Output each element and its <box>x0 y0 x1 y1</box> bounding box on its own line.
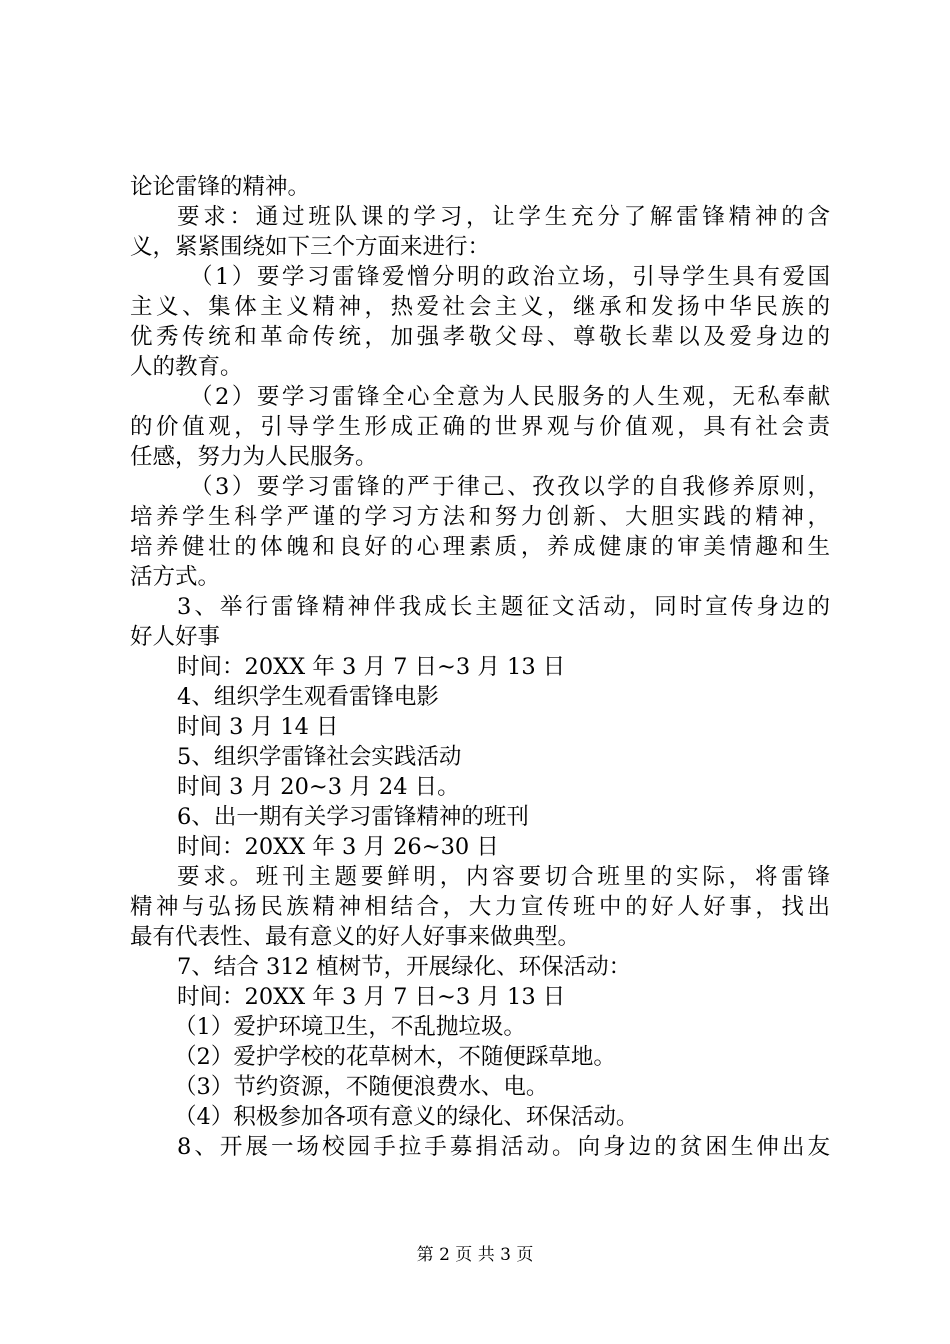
text-line: 主义、集体主义精神，热爱社会主义，继承和发扬中华民族的 <box>130 294 830 320</box>
text-line: 5、组织学雷锋社会实践活动 <box>177 744 462 770</box>
text-line: 义，紧紧围绕如下三个方面来进行： <box>130 234 491 260</box>
text-line: （3）节约资源，不随便浪费水、电。 <box>174 1074 549 1100</box>
text-line: （2）要学习雷锋全心全意为人民服务的人生观，无私奉献 <box>190 384 830 410</box>
text-line: 时间 3 月 20~3 月 24 日。 <box>177 774 460 800</box>
text-line: 论论雷锋的精神。 <box>130 174 311 200</box>
text-line: 8、开展一场校园手拉手募捐活动。向身边的贫困生伸出友 <box>177 1134 830 1160</box>
text-line: 时间：20XX 年 3 月 26~30 日 <box>177 834 499 860</box>
text-line: 培养学生科学严谨的学习方法和努力创新、大胆实践的精神， <box>130 504 830 530</box>
text-line: 好人好事 <box>130 624 221 650</box>
text-line: 优秀传统和革命传统，加强孝敬父母、尊敬长辈以及爱身边的 <box>130 324 830 350</box>
text-line: 人的教育。 <box>130 354 243 380</box>
text-line: 4、组织学生观看雷锋电影 <box>177 684 439 710</box>
text-line: 时间：20XX 年 3 月 7 日~3 月 13 日 <box>177 984 566 1010</box>
text-line: （1）要学习雷锋爱憎分明的政治立场，引导学生具有爱国 <box>190 264 830 290</box>
text-line: （2）爱护学校的花草树木，不随便踩草地。 <box>174 1044 616 1070</box>
text-line: 时间 3 月 14 日 <box>177 714 339 740</box>
text-line: 7、结合 312 植树节，开展绿化、环保活动： <box>177 954 632 980</box>
text-line: 培养健壮的体魄和良好的心理素质，养成健康的审美情趣和生 <box>130 534 830 560</box>
text-line: 要求。班刊主题要鲜明，内容要切合班里的实际，将雷锋 <box>177 864 830 890</box>
text-line: 3、举行雷锋精神伴我成长主题征文活动，同时宣传身边的 <box>177 594 830 620</box>
text-line: （3）要学习雷锋的严于律己、孜孜以学的自我修养原则， <box>190 474 830 500</box>
text-line: 精神与弘扬民族精神相结合，大力宣传班中的好人好事，找出 <box>130 894 830 920</box>
text-line: 任感，努力为人民服务。 <box>130 444 378 470</box>
text-line: 时间：20XX 年 3 月 7 日~3 月 13 日 <box>177 654 566 680</box>
text-line: 活方式。 <box>130 564 221 590</box>
text-line: 的价值观，引导学生形成正确的世界观与价值观，具有社会责 <box>130 414 830 440</box>
text-line: （1）爱护环境卫生，不乱抛垃圾。 <box>174 1014 526 1040</box>
page-number-footer: 第 2 页 共 3 页 <box>416 1245 534 1265</box>
document-body <box>130 172 830 1162</box>
text-line: 6、出一期有关学习雷锋精神的班刊 <box>177 804 529 830</box>
text-line: 最有代表性、最有意义的好人好事来做典型。 <box>130 924 581 950</box>
text-line: 要求：通过班队课的学习，让学生充分了解雷锋精神的含 <box>177 204 830 230</box>
text-line: （4）积极参加各项有意义的绿化、环保活动。 <box>174 1104 639 1130</box>
